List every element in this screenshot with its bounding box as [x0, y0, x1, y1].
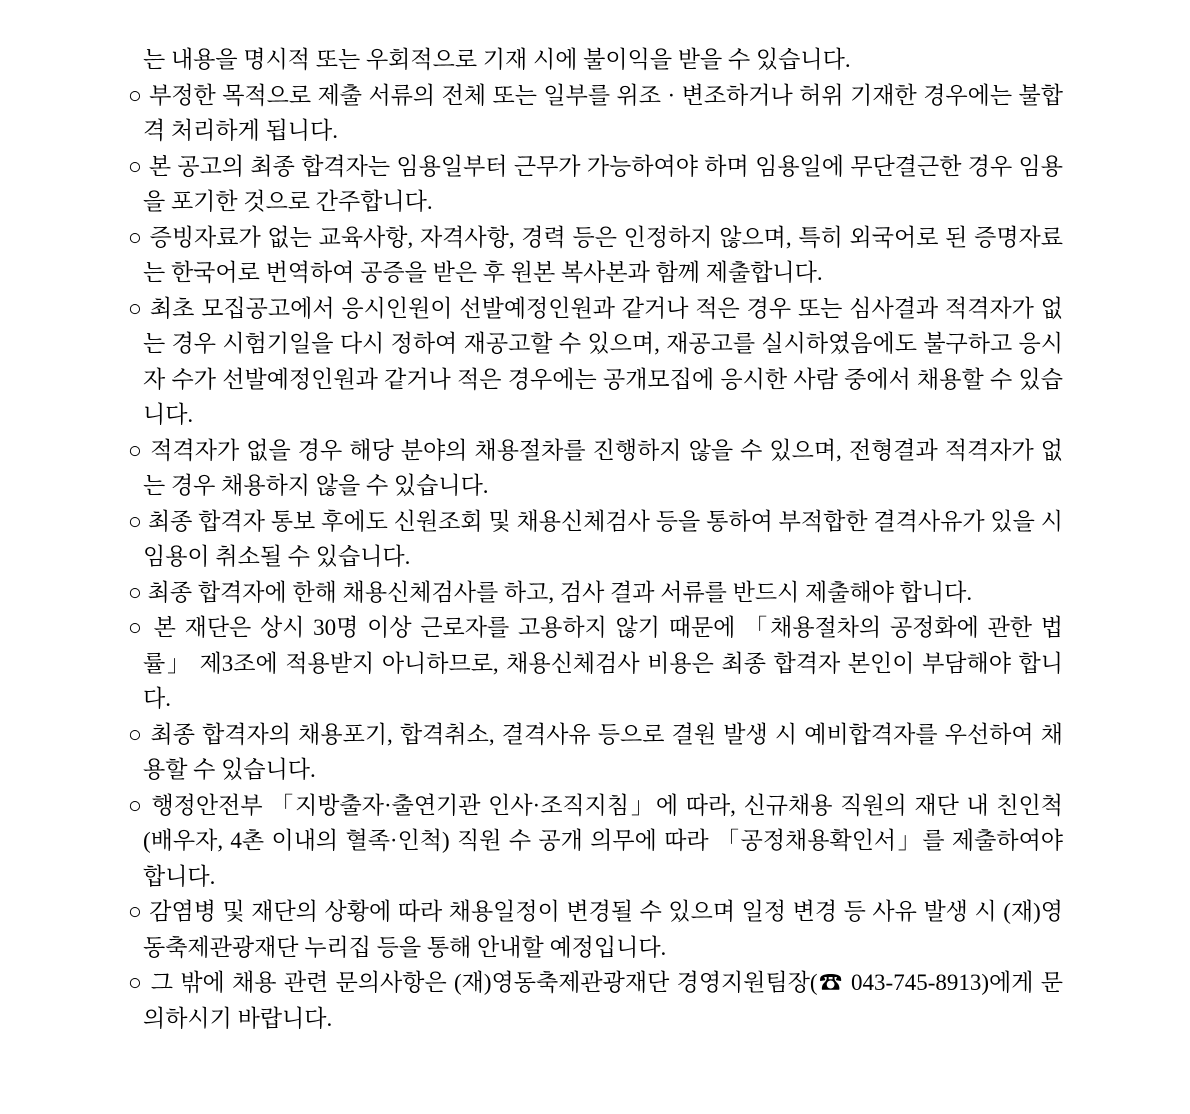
bullet-marker: ○ — [128, 508, 143, 534]
bullet-marker: ○ — [128, 224, 143, 250]
notice-item: ○ 행정안전부 「지방출자·출연기관 인사·조직지침」에 따라, 신규채용 직원의 재단 내 친인척(배우자, 4촌 이내의 혈족·인척) 직원 수 공개 의무에 따라 「공정채용확인서」를 제출하여야 합니다. — [128, 792, 1063, 889]
bullet-marker: ○ — [128, 721, 144, 747]
notice-item: ○ 그 밖에 채용 관련 문의사항은 (재)영동축제관광재단 경영지원팀장(☎ 043-745-8913)에게 문의하시기 바랍니다. — [128, 970, 1063, 1031]
notice-item: ○ 적격자가 없을 경우 해당 분야의 채용절차를 진행하지 않을 수 있으며, 전형결과 적격자가 없는 경우 채용하지 않을 수 있습니다. — [128, 437, 1063, 498]
notice-item: ○ 최종 합격자의 채용포기, 합격취소, 결격사유 등으로 결원 발생 시 예비합격자를 우선하여 채용할 수 있습니다. — [128, 721, 1063, 782]
notice-item: ○ 최종 합격자에 한해 채용신체검사를 하고, 검사 결과 서류를 반드시 제출해야 합니다. — [128, 579, 973, 605]
bullet-marker: ○ — [128, 970, 144, 995]
notice-list — [128, 78, 1063, 1037]
bullet-marker: ○ — [128, 437, 144, 463]
bullet-marker: ○ — [128, 82, 143, 108]
continuation-text: 는 내용을 명시적 또는 우회적으로 기재 시에 불이익을 받을 수 있습니다. — [143, 47, 851, 72]
notice-item: ○ 본 재단은 상시 30명 이상 근로자를 고용하지 않기 때문에 「채용절차의 공정화에 관한 법률」 제3조에 적용받지 아니하므로, 채용신체검사 비용은 최종 합격자 본인이 부담해야 합니다. — [128, 615, 1063, 711]
bullet-marker: ○ — [128, 792, 144, 818]
notice-item: ○ 최종 합격자 통보 후에도 신원조회 및 채용신체검사 등을 통하여 부적합한 결격사유가 있을 시 임용이 취소될 수 있습니다. — [128, 508, 1063, 569]
notice-item: ○ 부정한 목적으로 제출 서류의 전체 또는 일부를 위조 · 변조하거나 허위 기재한 경우에는 불합격 처리하게 됩니다. — [128, 82, 1063, 143]
bullet-marker: ○ — [128, 615, 145, 640]
notice-item: ○ 증빙자료가 없는 교육사항, 자격사항, 경력 등은 인정하지 않으며, 특히 외국어로 된 증명자료는 한국어로 번역하여 공증을 받은 후 원본 복사본과 함께 제출합니다. — [128, 224, 1063, 285]
notice-item: ○ 감염병 및 재단의 상황에 따라 채용일정이 변경될 수 있으며 일정 변경 등 사유 발생 시 (재)영동축제관광재단 누리집 등을 통해 안내할 예정입니다. — [128, 899, 1063, 960]
bullet-marker: ○ — [128, 153, 143, 179]
bullet-marker: ○ — [128, 295, 144, 321]
bullet-marker: ○ — [128, 579, 142, 605]
notice-item: ○ 본 공고의 최종 합격자는 임용일부터 근무가 가능하여야 하며 임용일에 무단결근한 경우 임용을 포기한 것으로 간주합니다. — [128, 153, 1063, 214]
notice-item: ○ 최초 모집공고에서 응시인원이 선발예정인원과 같거나 적은 경우 또는 심사결과 적격자가 없는 경우 시험기일을 다시 정하여 재공고할 수 있으며, 재공고를 실시하였음에도 불구하고 응시자 수가 선발예정인원과 같거나 적은 경우에는 공개모집에 응시한 사람 중에서 채용할 수 있습니다. — [128, 295, 1063, 427]
bullet-marker: ○ — [128, 899, 143, 924]
